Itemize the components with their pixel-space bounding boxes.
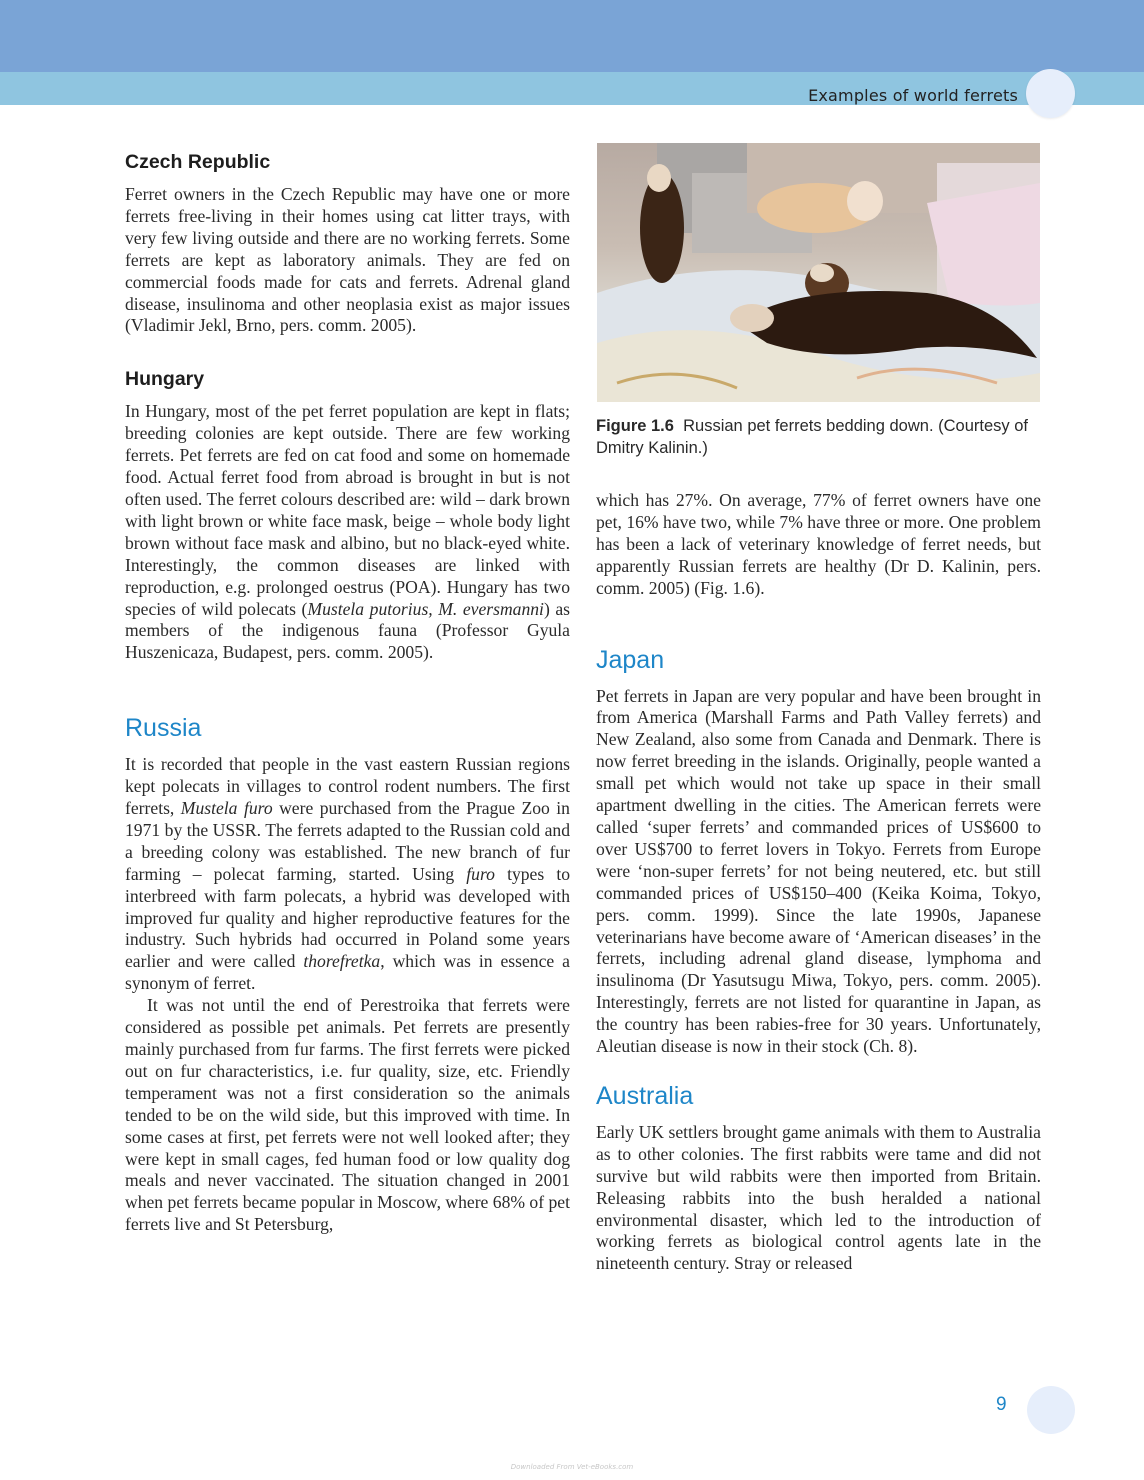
figure-label: Figure 1.6 <box>596 417 674 435</box>
heading-czech-republic: Czech Republic <box>125 151 271 173</box>
paragraph-russia-1: It is recorded that people in the vast eastern Russian regions kept polecats in villages to control rodent numbers. The first ferrets, Mustela furo were purchased from the Prague Zoo in 1971 by the USSR. The ferrets adapted to the Russian cold and a breeding colony was established. The new branch of fur farming – polecat farming, started. Using furo types to interbreed with farm polecats, a hybrid was developed with improved fur quality and higher reproductive features for the industry. Such hybrids had occurred in Poland some years earlier and were called thorefretka, which was in essence a synonym of ferret. <box>125 754 570 994</box>
ferret-photo <box>597 143 1040 402</box>
heading-russia: Russia <box>125 714 202 743</box>
header-band <box>0 0 1144 72</box>
heading-hungary: Hungary <box>125 368 205 391</box>
paragraph-czech: Ferret owners in the Czech Republic may have one or more ferrets free-living in their homes using cat litter trays, with very few living outside and there are no working ferrets. Some ferrets are kept as laboratory animals. They are fed on commercial foods made for cats and ferrets. Adrenal gland disease, insulinoma and other neoplasia exist as major issues (Vladimir Jekl, Brno, pers. comm. 2005). <box>125 184 570 336</box>
ferret-photo-illustration <box>597 143 1040 402</box>
header-circle-decoration <box>1026 69 1075 118</box>
download-watermark: Downloaded From Vet-eBooks.com <box>510 1463 634 1471</box>
paragraph-russia-2: It was not until the end of Perestroika that ferrets were considered as possible pet animals. Pet ferrets are presently mainly purchased from fur farms. The first ferrets were picked out on fur characteristics, i.e. fur quality, size, etc. Friendly temperament was not a first consideration so the animals tended to be on the wild side, but this improved with time. In some cases at first, pet ferrets were not well looked after; they were kept in small cages, fed human food or low quality dog meals and never vaccinated. The situation changed in 2001 when pet ferrets became popular in Moscow, where 68% of pet ferrets live and St Petersburg, <box>125 995 570 1235</box>
paragraph-australia: Early UK settlers brought game animals with them to Australia as to other colonies. The first rabbits were tame and did not survive but wild rabbits were then imported from Britain. Releasing rabbits into the bush heralded a national environmental disaster, which led to the introduction of working ferrets as biological control agents late in the nineteenth century. Stray or released <box>596 1121 1041 1274</box>
page-number: 9 <box>996 1394 1007 1415</box>
right-column <box>596 490 1041 1275</box>
heading-japan: Japan <box>596 645 665 674</box>
paragraph-hungary: In Hungary, most of the pet ferret population are kept in flats; breeding colonies are kept outside. There are few working ferrets. Pet ferrets are fed on cat food and some on homemade food. Actual ferret food from abroad is brought in but is not often used. The ferret colours described are: wild – dark brown with light brown or white face mask, beige – whole body light brown without face mask and albino, but no black-eyed white. Interestingly, the common diseases are linked with reproduction, e.g. prolonged oestrus (POA). Hungary has two species of wild polecats (Mustela putorius, M. eversmanni) as members of the indigenous fauna (Professor Gyula Huszenicaza, Budapest, pers. comm. 2005). <box>125 401 571 663</box>
paragraph-russia-continued: which has 27%. On average, 77% of ferret owners have one pet, 16% have two, while 7% have three or more. One problem has been a lack of veterinary knowledge of ferret needs, but apparently Russian ferrets are healthy (Dr D. Kalinin, pers. comm. 2005) (Fig. 1.6). <box>596 490 1041 598</box>
figure-caption-text: Russian pet ferrets bedding down. (Courtesy of Dmitry Kalinin.) <box>596 417 1028 457</box>
heading-australia: Australia <box>596 1081 694 1110</box>
left-column <box>125 148 570 1236</box>
running-title: Examples of world ferrets <box>808 86 1018 105</box>
paragraph-japan: Pet ferrets in Japan are very popular and have been brought in from America (Marshall Farms and Path Valley ferrets) and New Zealand, also some from Canada and Denmark. There is now ferret breeding in the islands. Originally, people wanted a small pet which would not take up space in their small apartment dwelling in the cities. The American ferrets were called ‘super ferrets’ and commanded prices of US$600 to over US$700 to ferret lovers in Tokyo. Ferrets from Europe were ‘non-super ferrets’ for not being neutered, etc. but still commanded prices of US$150–400 (Keika Koima, Tokyo, pers. comm. 1999). Since the late 1990s, Japanese veterinarians have become aware of ‘American diseases’ in the ferrets, including adrenal gland disease, lymphoma and insulinoma (Dr Yasutsugu Miwa, Tokyo, pers. comm. 2005). Interestingly, ferrets are not listed for quarantine in Japan, as the country has been rabies-free for 30 years. Unfortunately, Aleutian disease is now in their stock (Ch. 8). <box>596 685 1041 1057</box>
footer-circle-decoration <box>1027 1386 1075 1434</box>
figure-caption <box>596 416 1041 459</box>
